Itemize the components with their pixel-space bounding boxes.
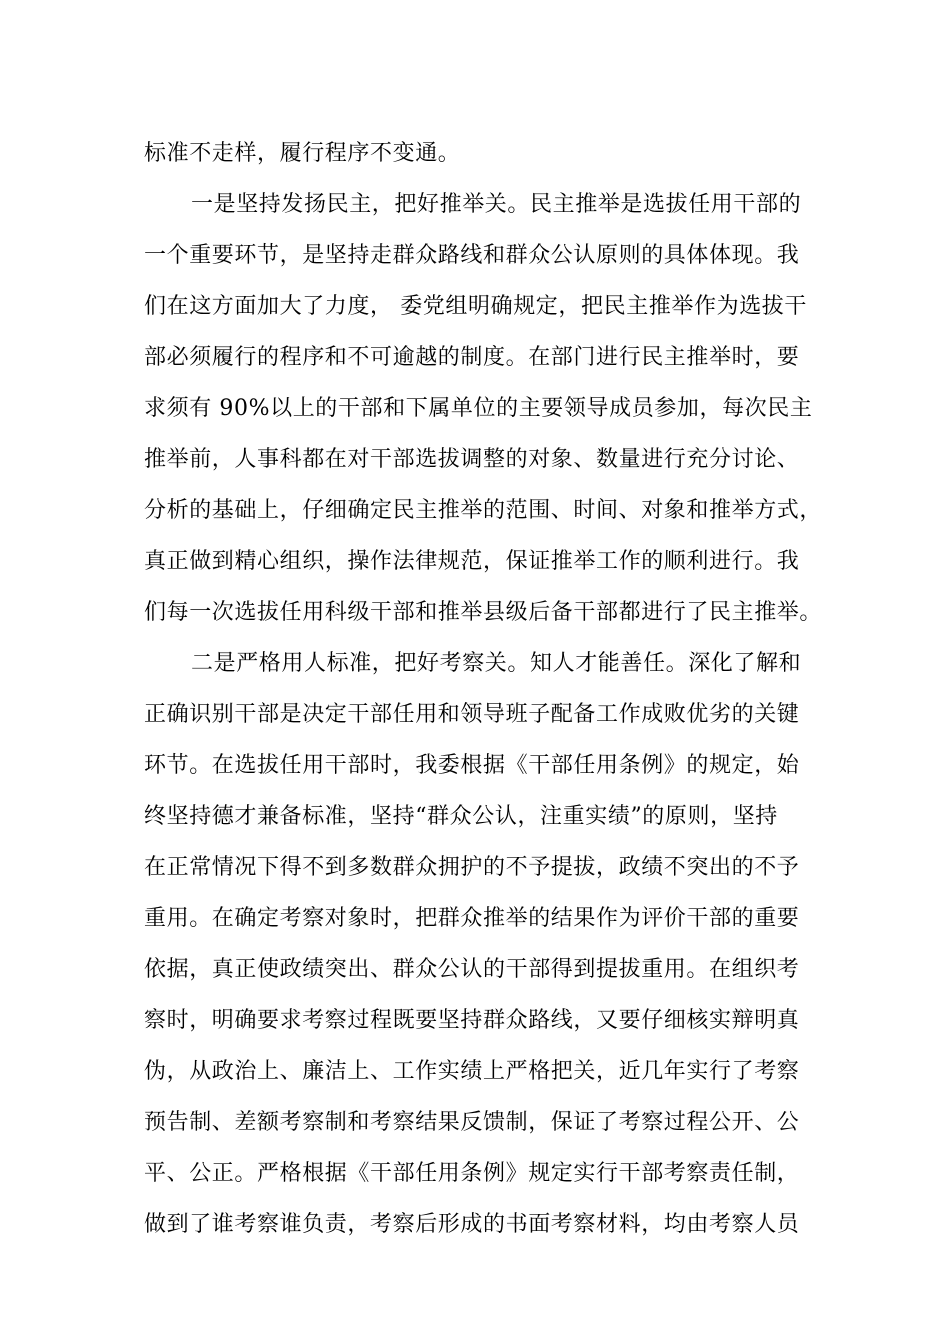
- paragraph-1-start: 一是坚持发扬民主，把好推举关。民主推举是选拔任用干部的: [191, 192, 802, 217]
- text-line: 们每一次选拔任用科级干部和推举县级后备干部都进行了民主推举。: [144, 600, 823, 625]
- text-line: 在正常情况下得不到多数群众拥护的不予提拔，政绩不突出的不予: [144, 855, 800, 880]
- text-line: 平、公正。严格根据《干部任用条例》规定实行干部考察责任制，: [144, 1161, 800, 1186]
- text-line: 正确识别干部是决定干部任用和领导班子配备工作成败优劣的关键: [144, 702, 800, 727]
- text-line: 重用。在确定考察对象时，把群众推举的结果作为评价干部的重要: [144, 906, 800, 931]
- text-line: 做到了谁考察谁负责，考察后形成的书面考察材料，均由考察人员: [144, 1212, 800, 1237]
- text-line: 终坚持德才兼备标准，坚持“群众公认，注重实绩”的原则，坚持: [144, 804, 778, 829]
- text-line: 求须有 90%以上的干部和下属单位的主要领导成员参加，每次民主: [144, 396, 813, 421]
- text-line: 真正做到精心组织，操作法律规范，保证推举工作的顺利进行。我: [144, 549, 800, 574]
- text-line: 部必须履行的程序和不可逾越的制度。在部门进行民主推举时，要: [144, 345, 800, 370]
- text-line: 预告制、差额考察制和考察结果反馈制，保证了考察过程公开、公: [144, 1110, 800, 1135]
- text-line: 分析的基础上，仔细确定民主推举的范围、时间、对象和推举方式，: [144, 498, 823, 523]
- text-line: 标准不走样，履行程序不变通。: [144, 141, 461, 166]
- text-line: 依据，真正使政绩突出、群众公认的干部得到提拔重用。在组织考: [144, 957, 800, 982]
- text-line: 伪，从政治上、廉洁上、工作实绩上严格把关，近几年实行了考察: [144, 1059, 800, 1084]
- text-line: 们在这方面加大了力度， 委党组明确规定，把民主推举作为选拔干: [144, 294, 807, 319]
- text-line: 察时，明确要求考察过程既要坚持群众路线，又要仔细核实辩明真: [144, 1008, 800, 1033]
- paragraph-2-start: 二是严格用人标准，把好考察关。知人才能善任。深化了解和: [191, 651, 802, 676]
- text-line: 一个重要环节，是坚持走群众路线和群众公认原则的具体体现。我: [144, 243, 800, 268]
- text-line: 环节。在选拔任用干部时，我委根据《干部任用条例》的规定，始: [144, 753, 800, 778]
- text-line: 推举前，人事科都在对干部选拔调整的对象、数量进行充分讨论、: [144, 447, 800, 472]
